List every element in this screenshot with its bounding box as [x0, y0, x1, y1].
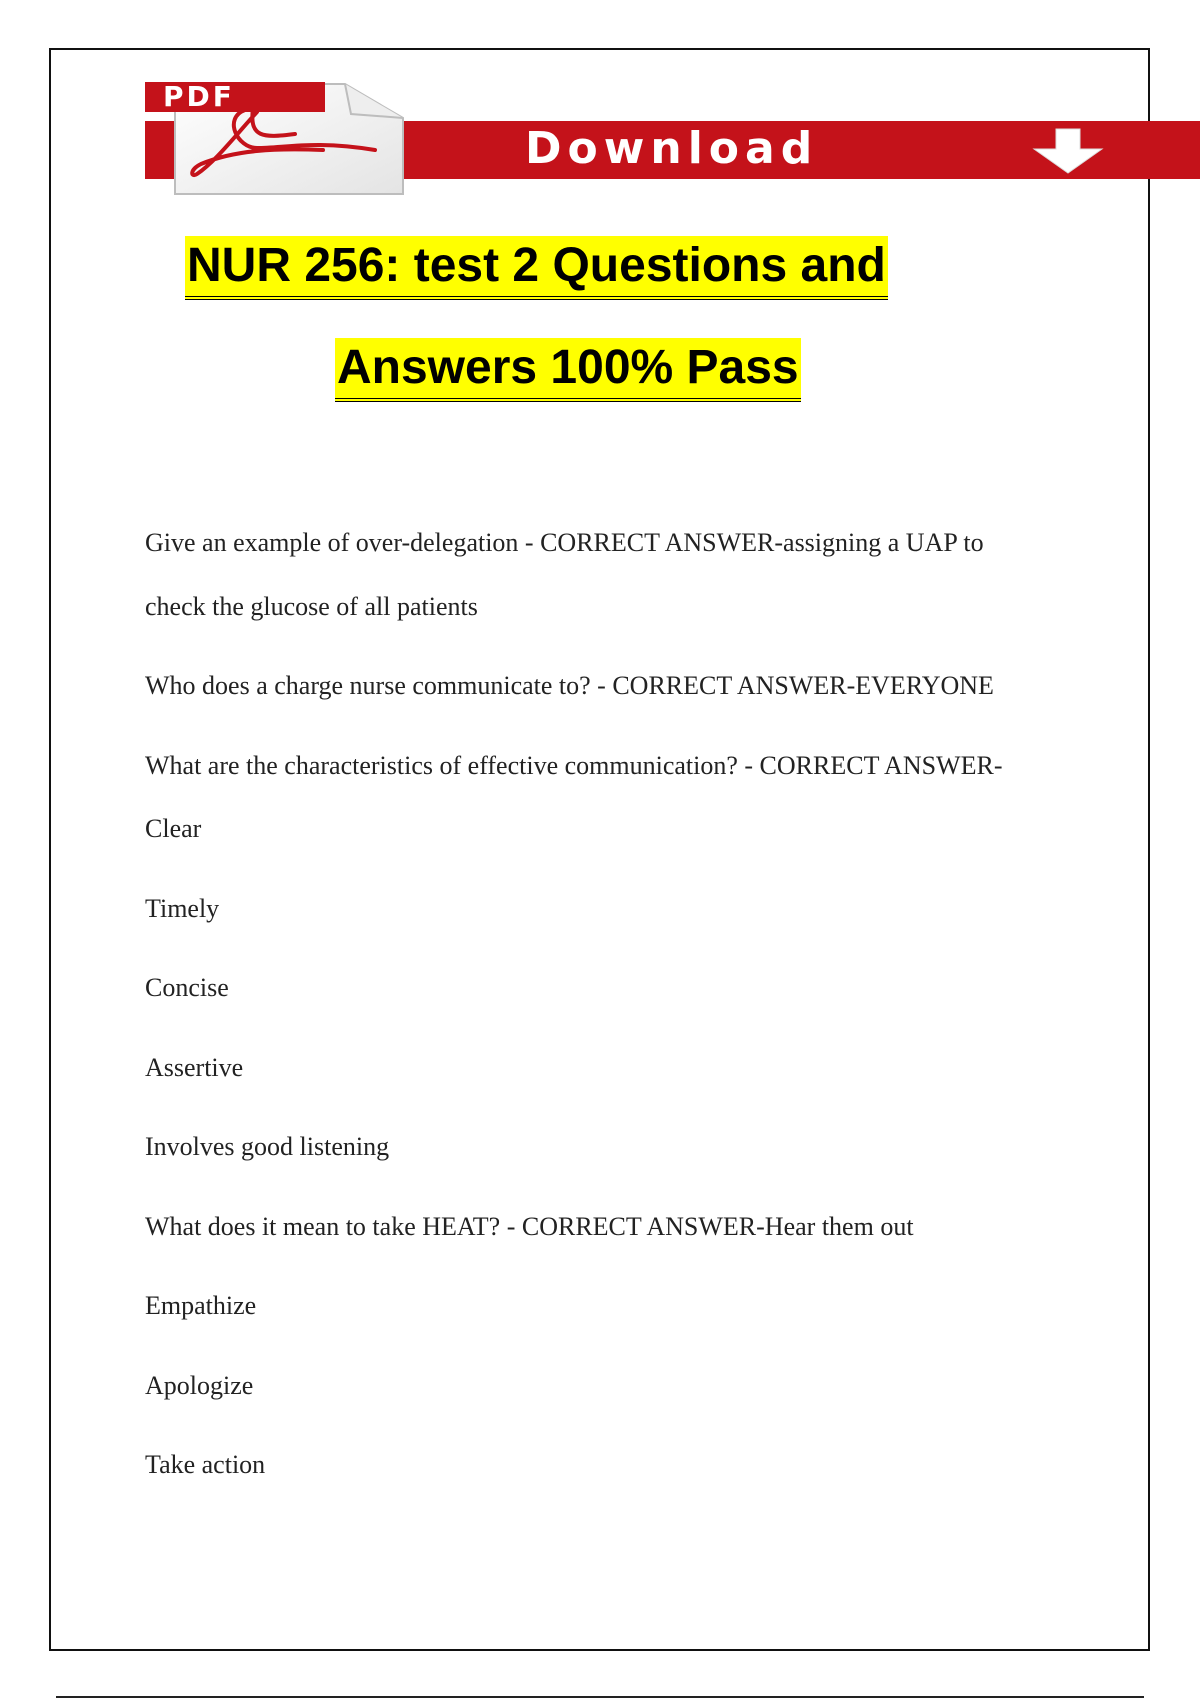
answer-line: Concise — [145, 973, 229, 1002]
answer-line: Involves good listening — [145, 1132, 390, 1161]
question-line: What are the characteristics of effective communication? - CORRECT ANSWER- — [145, 751, 1003, 780]
pdf-label: PDF — [145, 82, 325, 112]
answer-line: Empathize — [145, 1291, 257, 1320]
download-arrow-icon[interactable] — [1030, 127, 1106, 175]
pdf-download-banner[interactable] — [145, 78, 1200, 196]
answer-line: Apologize — [145, 1371, 254, 1400]
title-line-1: NUR 256: test 2 Questions and — [185, 236, 888, 300]
answer-line: Timely — [145, 894, 220, 923]
question-line: Who does a charge nurse communicate to? - CORRECT ANSWER-EVERYONE — [145, 671, 994, 700]
bottom-divider — [56, 1696, 1144, 1698]
question-line: Give an example of over-delegation - CORRECT ANSWER-assigning a UAP to — [145, 528, 984, 557]
download-label[interactable]: Download — [525, 123, 819, 174]
answer-line: Assertive — [145, 1053, 244, 1082]
answer-line: Take action — [145, 1450, 266, 1479]
answer-line: Clear — [145, 814, 202, 843]
title-line-2: Answers 100% Pass — [335, 338, 801, 402]
answer-line: check the glucose of all patients — [145, 592, 478, 621]
question-line: What does it mean to take HEAT? - CORRECT ANSWER-Hear them out — [145, 1212, 914, 1241]
